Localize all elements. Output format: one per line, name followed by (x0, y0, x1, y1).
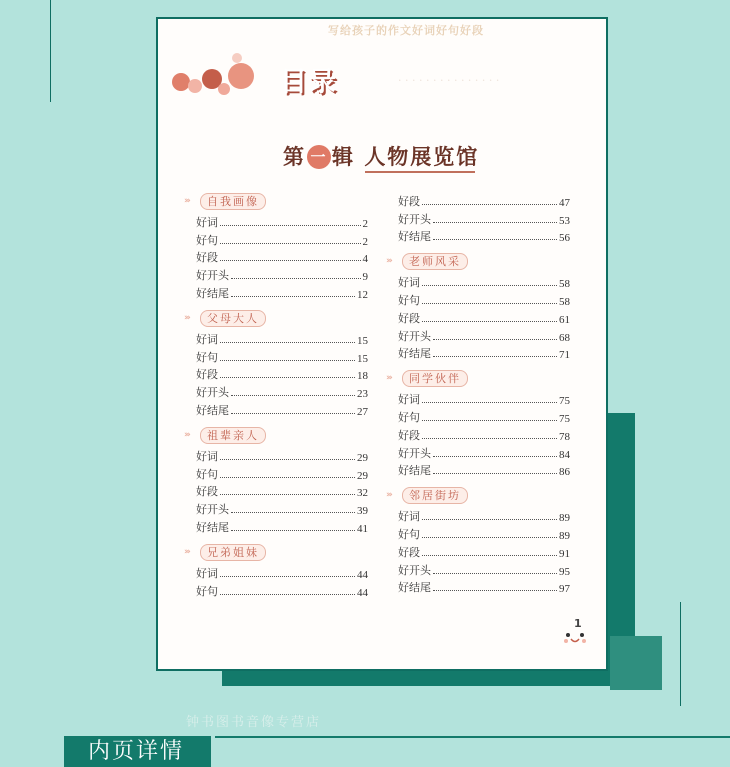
dot-leader (433, 222, 557, 223)
toc-entry (386, 506, 570, 524)
toc-entry (184, 283, 368, 301)
page-shadow-accent (610, 636, 662, 690)
toc-entry-page: 58 (559, 295, 570, 308)
toc-entry-label: 好开头 (196, 386, 229, 400)
toc-entry-page: 4 (362, 253, 368, 266)
toc-entry (184, 230, 368, 248)
toc-entry-label: 好开头 (398, 563, 431, 577)
page-number: 1 (574, 617, 582, 630)
toc-entry-label: 好句 (196, 233, 218, 247)
dot-leader (220, 377, 355, 378)
toc-entry (184, 347, 368, 365)
toc-entry-label: 好结尾 (398, 230, 431, 244)
toc-category (184, 193, 368, 210)
toc-entry-label: 好词 (196, 332, 218, 346)
toc-entry-label: 好结尾 (398, 464, 431, 478)
toc-entry-page: 75 (559, 395, 570, 408)
triple-chevron-icon: ››› (386, 490, 391, 501)
toc-entry-page: 15 (357, 352, 368, 365)
bubbles-decoration (172, 49, 270, 109)
toc-entry-page: 86 (559, 466, 570, 479)
toc-entry (386, 389, 570, 407)
toc-entry-label: 好结尾 (196, 286, 229, 300)
toc-entry (184, 482, 368, 500)
toc-entry-page: 2 (362, 235, 368, 248)
dot-leader (433, 590, 557, 591)
section-number: 一 (307, 145, 331, 169)
toc-entry-label: 好开头 (196, 269, 229, 283)
banner-divider (208, 736, 211, 767)
toc-entry (386, 425, 570, 443)
toc-entry-page: 53 (559, 214, 570, 227)
dot-leader (433, 473, 557, 474)
toc-entry (386, 209, 570, 227)
toc-entry-page: 39 (357, 505, 368, 518)
toc-entry (386, 290, 570, 308)
toc-entry-label: 好结尾 (196, 403, 229, 417)
toc-entry-label: 好开头 (398, 329, 431, 343)
toc-entry-label: 好句 (196, 584, 218, 598)
toc-category-label: 同学伙伴 (402, 370, 468, 387)
toc-entry (184, 563, 368, 581)
toc-entry (386, 560, 570, 578)
dot-leader (220, 576, 355, 577)
toc-entry-page: 27 (357, 405, 368, 418)
dot-leader (433, 573, 557, 574)
dot-leader (220, 594, 355, 595)
toc-entry-page: 89 (559, 529, 570, 542)
toc-entry-page: 44 (357, 568, 368, 581)
dot-leader (422, 420, 557, 421)
toc-entry (386, 461, 570, 479)
dot-leader (433, 239, 557, 240)
toc-entry-label: 好词 (398, 393, 420, 407)
triple-chevron-icon: ››› (386, 373, 391, 384)
dot-leader (422, 204, 557, 205)
toc-entry-page: 44 (357, 586, 368, 599)
left-decor-line (50, 0, 51, 102)
section-heading (283, 141, 483, 177)
toc-entry (386, 344, 570, 362)
toc-entry-page: 58 (559, 278, 570, 291)
toc-entry (386, 578, 570, 596)
page-header-strip: 写给孩子的作文好词好句好段 (328, 24, 484, 37)
section-suffix: 辑 (332, 145, 355, 169)
triple-chevron-icon: ››› (184, 196, 189, 206)
toc-category-label: 自我画像 (200, 193, 266, 210)
toc-entry-label: 好词 (196, 215, 218, 229)
toc-entry-page: 97 (559, 583, 570, 596)
toc-category (184, 310, 368, 327)
dot-leader (231, 512, 355, 513)
toc-entry (184, 517, 368, 535)
toc-entry-label: 好段 (196, 485, 218, 499)
toc-entry-label: 好开头 (196, 503, 229, 517)
toc-entry-label: 好开头 (398, 212, 431, 226)
toc-entry (184, 446, 368, 464)
toc-entry-label: 好句 (398, 410, 420, 424)
banner-rule (215, 736, 730, 738)
toc-entry-label: 好段 (398, 428, 420, 442)
toc-entry-label: 好词 (398, 510, 420, 524)
toc-entry-page: 41 (357, 522, 368, 535)
toc-entry-label: 好结尾 (196, 520, 229, 534)
toc-entry-label: 好句 (398, 527, 420, 541)
dot-leader (231, 413, 355, 414)
dot-leader (422, 537, 557, 538)
triple-chevron-icon: ››› (184, 546, 189, 557)
dot-leader (220, 360, 355, 361)
toc-entry-page: 29 (357, 469, 368, 482)
dot-leader (231, 530, 355, 531)
toc-category-label: 老师风采 (402, 253, 468, 270)
toc-entry-page: 56 (559, 232, 570, 245)
toc-column-left (184, 193, 368, 599)
dot-leader (422, 285, 557, 286)
dot-leader (220, 459, 355, 460)
toc-entry-page: 89 (559, 512, 570, 525)
toc-entry (386, 407, 570, 425)
toc-entry (184, 499, 368, 517)
dot-leader (422, 555, 557, 556)
toc-entry (386, 542, 570, 560)
toc-entry (184, 212, 368, 230)
toc-entry-page: 75 (559, 412, 570, 425)
dot-leader (231, 296, 355, 297)
toc-category-label: 兄弟姐妹 (200, 544, 266, 561)
toc-entry (386, 326, 570, 344)
section-prefix: 第 (283, 145, 306, 169)
toc-entry-label: 好段 (196, 368, 218, 382)
toc-entry-label: 好词 (196, 566, 218, 580)
toc-category-label: 祖辈亲人 (200, 427, 266, 444)
store-watermark: 钟书图书音像专营店 (186, 715, 322, 730)
dot-leader (220, 494, 355, 495)
dot-leader (220, 260, 361, 261)
toc-category-label: 邻居街坊 (402, 487, 468, 504)
toc-entry (184, 464, 368, 482)
toc-entry-label: 好句 (196, 350, 218, 364)
section-name: 人物展览馆 (364, 145, 480, 169)
toc-entry-label: 好开头 (398, 446, 431, 460)
triple-chevron-icon: ››› (386, 256, 391, 267)
dot-leader (422, 519, 557, 520)
toc-category (386, 487, 570, 504)
toc-entry-page: 12 (357, 288, 368, 301)
toc-entry-page: 78 (559, 430, 570, 443)
toc-entry-page: 71 (559, 349, 570, 362)
smiley-face-icon (563, 631, 587, 647)
toc-entry (184, 581, 368, 599)
toc-entry-label: 好结尾 (398, 347, 431, 361)
toc-entry-page: 95 (559, 565, 570, 578)
toc-entry-label: 好结尾 (398, 581, 431, 595)
toc-entry (184, 382, 368, 400)
toc-entry (184, 329, 368, 347)
dot-leader (220, 225, 361, 226)
dot-leader (220, 477, 355, 478)
toc-entry-page: 91 (559, 547, 570, 560)
toc-entry-page: 9 (362, 271, 368, 284)
toc-entry-label: 好词 (398, 276, 420, 290)
toc-entry (386, 524, 570, 542)
dot-leader (220, 243, 361, 244)
toc-entry (184, 365, 368, 383)
toc-entry (184, 265, 368, 283)
toc-title: 目录 (266, 63, 352, 103)
triple-chevron-icon: ››› (184, 312, 189, 323)
toc-category (386, 253, 570, 270)
toc-entry (386, 272, 570, 290)
dot-leader (422, 321, 557, 322)
toc-entry-page: 68 (559, 331, 570, 344)
toc-category (386, 370, 570, 387)
dot-leader (422, 303, 557, 304)
toc-category (184, 427, 368, 444)
dot-leader (422, 402, 557, 403)
toc-entry (184, 400, 368, 418)
dot-leader (422, 438, 557, 439)
toc-entry-page: 18 (357, 370, 368, 383)
toc-entry (184, 248, 368, 266)
toc-entry (386, 191, 570, 209)
triple-chevron-icon: ››› (184, 429, 189, 440)
toc-entry (386, 443, 570, 461)
toc-category-label: 父母大人 (200, 310, 266, 327)
dot-leader (231, 278, 361, 279)
toc-entry-page: 84 (559, 448, 570, 461)
toc-entry-page: 15 (357, 334, 368, 347)
dot-leader (220, 342, 355, 343)
toc-category (184, 544, 368, 561)
dot-leader (433, 356, 557, 357)
toc-entry-page: 2 (362, 217, 368, 230)
toc-entry-label: 好词 (196, 449, 218, 463)
toc-column-right (386, 191, 570, 595)
toc-entry-page: 32 (357, 487, 368, 500)
toc-entry-page: 47 (559, 196, 570, 209)
toc-entry-page: 29 (357, 451, 368, 464)
dot-leader (433, 456, 557, 457)
dot-leader (433, 339, 557, 340)
toc-entry-label: 好句 (196, 467, 218, 481)
toc-entry-label: 好段 (398, 194, 420, 208)
toc-entry-page: 23 (357, 388, 368, 401)
toc-entry-label: 好段 (196, 251, 218, 265)
toc-entry-page: 61 (559, 313, 570, 326)
toc-entry-label: 好段 (398, 545, 420, 559)
toc-entry (386, 308, 570, 326)
dot-leader (231, 395, 355, 396)
right-decor-line (680, 602, 681, 706)
toc-entry-label: 好句 (398, 293, 420, 307)
section-underline (365, 171, 475, 173)
toc-entry (386, 227, 570, 245)
book-page (156, 17, 608, 671)
detail-banner: 内页详情 (64, 736, 208, 767)
toc-entry-label: 好段 (398, 311, 420, 325)
bleed-through-text: · · · · · · · · · · · · · · · (398, 74, 500, 87)
